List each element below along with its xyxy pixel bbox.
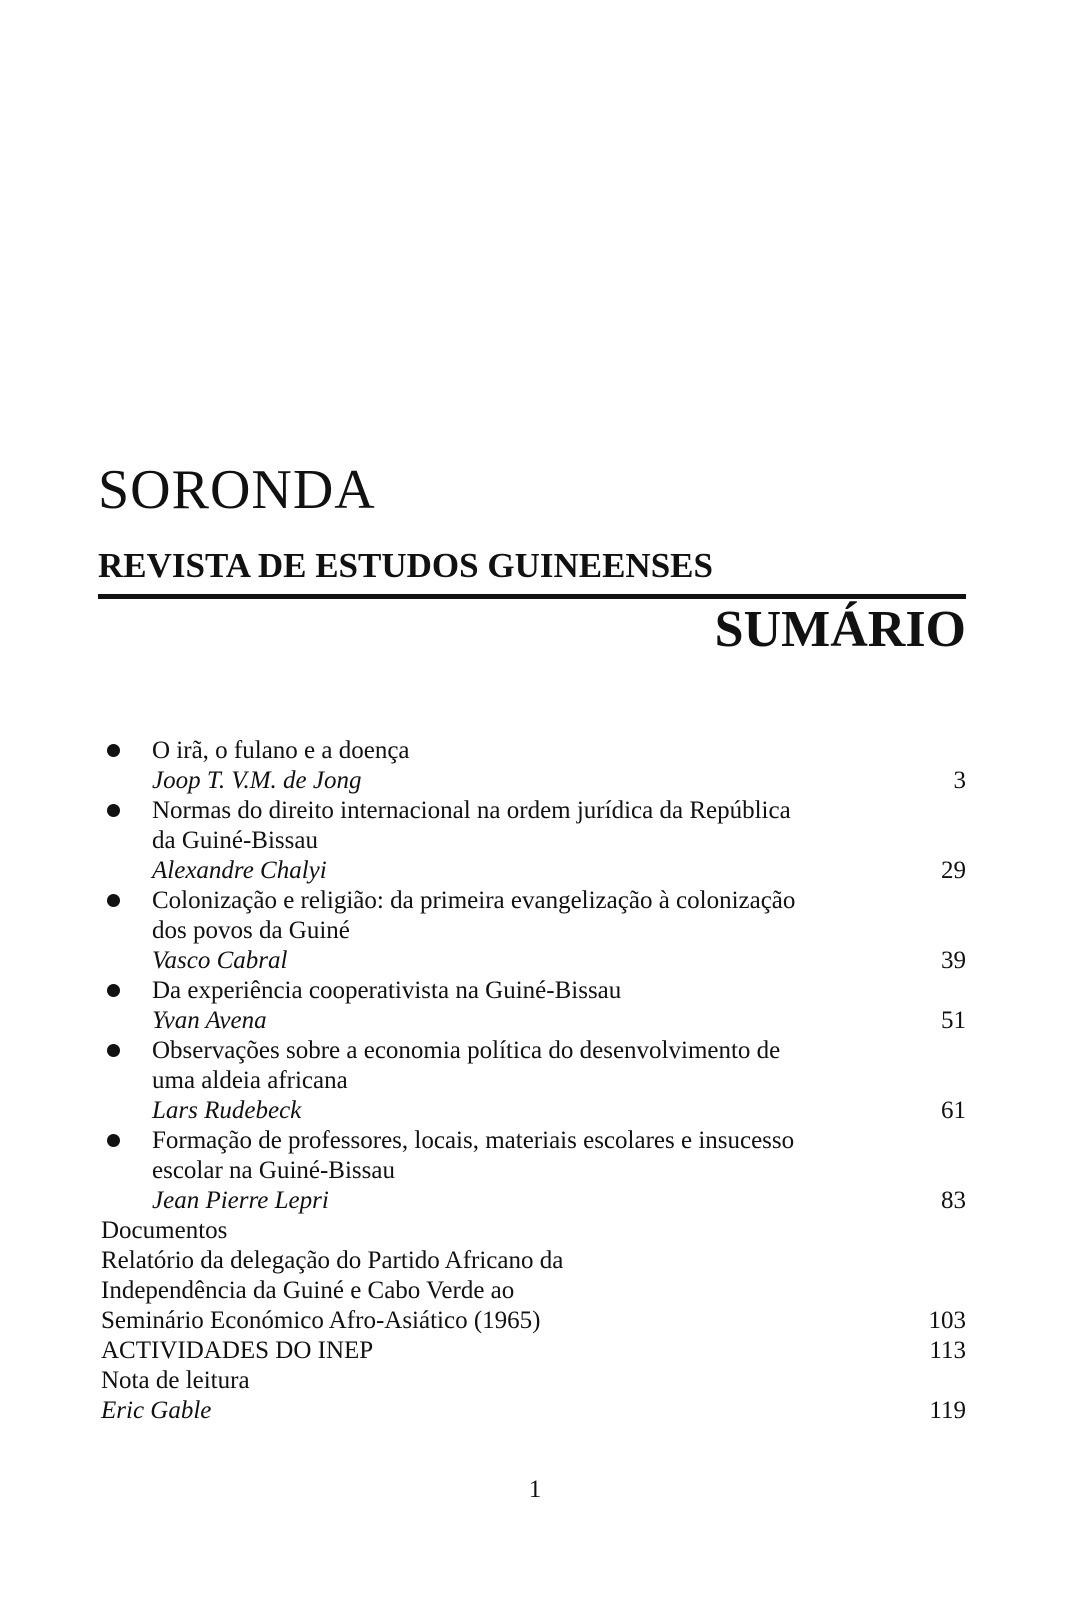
section-title: SUMÁRIO bbox=[714, 601, 966, 658]
bullet-icon bbox=[107, 1044, 120, 1057]
documentos-line bbox=[0, 1276, 1088, 1306]
entry-text: ACTIVIDADES DO INEP bbox=[101, 1337, 374, 1364]
entry-page-number: 119 bbox=[929, 1397, 966, 1424]
toc-entry-title bbox=[0, 736, 1088, 766]
entry-author: Joop T. V.M. de Jong bbox=[152, 767, 362, 794]
toc-entry-author bbox=[0, 856, 1088, 886]
entry-text: da Guiné-Bissau bbox=[152, 827, 318, 854]
entry-author: Vasco Cabral bbox=[152, 947, 288, 974]
entry-page-number: 3 bbox=[953, 767, 966, 794]
entry-text: O irã, o fulano e a doença bbox=[152, 737, 410, 764]
nota-heading bbox=[0, 1366, 1088, 1396]
table-of-contents bbox=[0, 736, 1088, 1426]
toc-entry-title-continued bbox=[0, 826, 1088, 856]
entry-text: Documentos bbox=[101, 1217, 228, 1244]
toc-entry-author bbox=[0, 1006, 1088, 1036]
journal-title: SORONDA bbox=[98, 459, 376, 521]
entry-author: Eric Gable bbox=[101, 1397, 212, 1424]
entry-author: Alexandre Chalyi bbox=[152, 857, 327, 884]
nota-author bbox=[0, 1396, 1088, 1426]
documentos-heading bbox=[0, 1216, 1088, 1246]
entry-text: Da experiência cooperativista na Guiné-Bissau bbox=[152, 977, 622, 1004]
toc-entry-title-continued bbox=[0, 1066, 1088, 1096]
entry-page-number: 83 bbox=[941, 1187, 966, 1214]
entry-author: Jean Pierre Lepri bbox=[152, 1187, 329, 1214]
entry-page-number: 39 bbox=[941, 947, 966, 974]
toc-entry-author bbox=[0, 946, 1088, 976]
toc-entry-title bbox=[0, 886, 1088, 916]
toc-entry-title bbox=[0, 796, 1088, 826]
divider-rule bbox=[98, 594, 966, 599]
entry-text: escolar na Guiné-Bissau bbox=[152, 1157, 395, 1184]
toc-entry-author bbox=[0, 766, 1088, 796]
entry-text: dos povos da Guiné bbox=[152, 917, 350, 944]
entry-text: Observações sobre a economia política do desenvolvimento de bbox=[152, 1037, 781, 1064]
bullet-icon bbox=[107, 1134, 120, 1147]
entry-text: Normas do direito internacional na ordem jurídica da República bbox=[152, 797, 791, 824]
entry-text: Formação de professores, locais, materiais escolares e insucesso bbox=[152, 1127, 795, 1154]
toc-entry-title bbox=[0, 1126, 1088, 1156]
documentos-line bbox=[0, 1246, 1088, 1276]
entry-text: Seminário Económico Afro-Asiático (1965) bbox=[101, 1307, 541, 1334]
entry-page-number: 29 bbox=[941, 857, 966, 884]
toc-entry-title bbox=[0, 976, 1088, 1006]
documentos-line bbox=[0, 1306, 1088, 1336]
entry-text: Nota de leitura bbox=[101, 1367, 250, 1394]
journal-subtitle: REVISTA DE ESTUDOS GUINEENSES bbox=[98, 546, 713, 585]
toc-entry-title-continued bbox=[0, 916, 1088, 946]
entry-page-number: 103 bbox=[928, 1307, 966, 1334]
entry-author: Lars Rudebeck bbox=[152, 1097, 302, 1124]
bullet-icon bbox=[107, 894, 120, 907]
toc-entry-author bbox=[0, 1096, 1088, 1126]
bullet-icon bbox=[107, 984, 120, 997]
entry-author: Yvan Avena bbox=[152, 1007, 267, 1034]
bullet-icon bbox=[107, 804, 120, 817]
entry-page-number: 113 bbox=[929, 1337, 966, 1364]
bullet-icon bbox=[107, 744, 120, 757]
actividades-entry bbox=[0, 1336, 1088, 1366]
toc-entry-title bbox=[0, 1036, 1088, 1066]
toc-entry-author bbox=[0, 1186, 1088, 1216]
entry-text: Colonização e religião: da primeira evangelização à colonização bbox=[152, 887, 796, 914]
entry-text: Independência da Guiné e Cabo Verde ao bbox=[101, 1277, 515, 1304]
entry-page-number: 51 bbox=[941, 1007, 966, 1034]
toc-entry-title-continued bbox=[0, 1156, 1088, 1186]
entry-page-number: 61 bbox=[941, 1097, 966, 1124]
page-number: 1 bbox=[528, 1476, 542, 1503]
entry-text: Relatório da delegação do Partido Africano da bbox=[101, 1247, 564, 1274]
entry-text: uma aldeia africana bbox=[152, 1067, 348, 1094]
